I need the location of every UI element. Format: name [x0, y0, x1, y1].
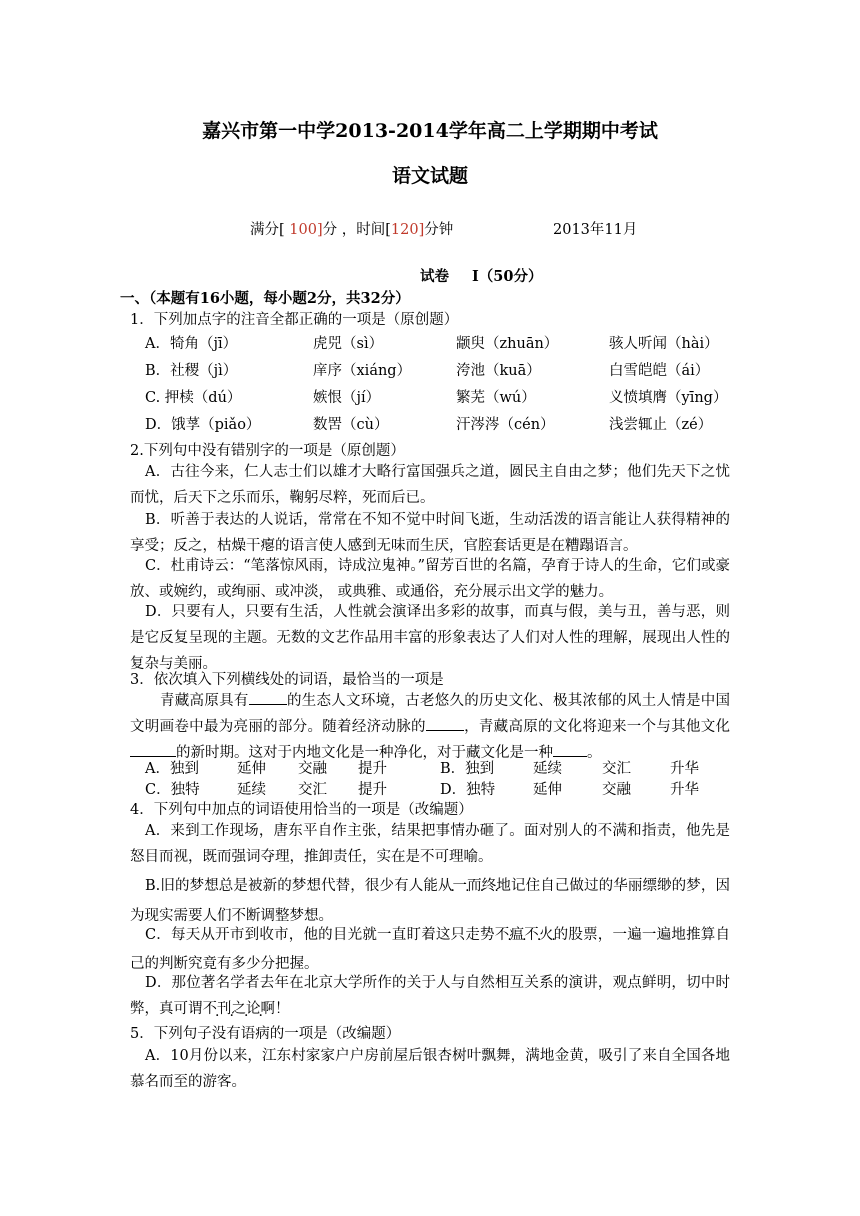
paper-part: I（50分）	[472, 268, 543, 285]
q4-b-dotted	[438, 878, 496, 894]
q4-stem: 4．下列句中加点的词语使用恰当的一项是（改编题）	[130, 802, 473, 818]
q1-stem: 1．下列加点字的注音全都正确的一项是（原创题）	[130, 312, 459, 328]
q3-opt-b-1: B．独到	[440, 761, 495, 777]
q2-option-c: C．杜甫诗云：“笔落惊风雨，诗成泣鬼神。”留芳百世的名篇，孕育于诗人的生命，它们或豪放、或婉约，或绚丽、或冲淡， 或典雅、或通俗，充分展示出文学的魅力。	[130, 558, 730, 600]
q1-d-1: D．饿莩（piǎo）	[145, 417, 261, 433]
q4-d-dotted	[203, 1001, 261, 1017]
q3-passage	[130, 688, 730, 766]
q1-b-1: B．社稷（jì）	[145, 363, 238, 379]
q3-opt-b-3: 交汇	[602, 761, 631, 777]
dotted-char: 论	[246, 1001, 261, 1017]
q5-option-a: A．10月份以来，江东村家家户户房前屋后银杏树叶飘舞，满地金黄，吸引了来自全国各地慕名而至的游客。	[130, 1048, 730, 1090]
q1-c-2: 嫉恨（jí）	[313, 390, 381, 406]
q3-opt-d-1: D．独特	[440, 782, 496, 798]
q1-a-2: 虎兕（sì）	[313, 336, 384, 352]
q1-a-1: A．犄角（jī）	[145, 336, 238, 352]
q3-opt-c-4: 提升	[358, 782, 387, 798]
q1-c-4: 义愤填膺（yīng）	[609, 390, 728, 406]
q1-d-4: 浅尝辄止（zé）	[609, 417, 713, 433]
q3-p5: 。	[587, 745, 602, 761]
dotted-char: 火	[538, 927, 554, 943]
score-prefix: 满分[	[250, 222, 285, 238]
q1-d-2: 数罟（cù）	[313, 417, 389, 433]
q4-option-d	[130, 970, 730, 1022]
q4-c-dotted	[495, 927, 554, 943]
q3-blank-4	[553, 742, 587, 757]
q3-stem: 3．依次填入下列横线处的词语，最恰当的一项是	[130, 672, 444, 688]
time-suffix: 分钟	[424, 222, 454, 238]
q3-opt-c-1: C．独特	[145, 782, 200, 798]
dotted-char: 而	[467, 878, 482, 894]
q1-c-1: C. 押椟（dú）	[145, 390, 242, 406]
q3-opt-b-4: 升华	[670, 761, 699, 777]
q1-d-3: 汗涔涔（cén）	[456, 417, 555, 433]
q5-stem: 5．下列句子没有语病的一项是（改编题）	[130, 1026, 401, 1042]
score-mid: 分 ，时间[	[322, 222, 391, 238]
q2-option-b: B．听善于表达的人说话，常常在不知不觉中时间飞逝，生动活泼的语言能让人获得精神的享受；反之，枯燥干瘪的语言使人感到无味而生厌，官腔套话更是在糟蹋语言。	[130, 512, 730, 554]
dotted-char: 不	[494, 927, 510, 943]
q3-p2: 的生态人文环境，古老悠久的历史文化、极其浓郁的风土人情是中国文明画卷中最为亮丽的部分。随着经济动脉的	[130, 693, 731, 735]
q2-stem: 2.下列句中没有错别字的一项是（原创题）	[130, 443, 405, 459]
dotted-char: 瘟	[509, 927, 525, 943]
q3-opt-d-3: 交融	[602, 782, 631, 798]
q3-p4: 的新时期。这对于内地文化是一种净化，对于藏文化是一种	[176, 745, 553, 761]
q3-opt-a-2: 延伸	[237, 761, 266, 777]
dotted-char: 从	[437, 878, 453, 894]
q3-opt-a-3: 交融	[298, 761, 327, 777]
q3-p1: 青藏高原具有	[160, 693, 249, 709]
score-time-line	[250, 220, 453, 240]
paper-label: 试卷	[420, 268, 449, 285]
q4-b-text-1: B.旧的梦想总是被新的梦想代替，很少有人能	[145, 878, 438, 894]
q1-a-3: 颛臾（zhuān）	[456, 336, 559, 352]
dotted-char: 一	[452, 878, 468, 894]
q2-option-a: A．古往今来，仁人志士们以雄才大略行富国强兵之道，圆民主自由之梦；他们先天下之忧而忧，后天下之乐而乐，鞠躬尽粹，死而后已。	[130, 464, 730, 506]
q1-b-4: 白雪皑皑（ái）	[609, 363, 710, 379]
section-heading: 一、（本题有16小题，每小题2分，共32分）	[120, 290, 410, 307]
q4-option-a: A．来到工作现场，唐东平自作主张，结果把事情办砸了。面对别人的不满和指责，他先是怒目而视，既而强词夺理，推卸责任，实在是不可理喻。	[130, 823, 730, 865]
exam-date: 2013年11月	[553, 222, 638, 238]
q4-d-text-1: D．那位著名学者去年在北京大学所作的关于人与自然相互关系的演讲，观点鲜明，切中时弊，真可谓	[130, 975, 730, 1017]
q1-b-3: 洿池（kuā）	[456, 363, 541, 379]
q3-blank-2	[426, 716, 464, 731]
dotted-char: 终	[481, 878, 497, 894]
q4-d-text-2: 啊！	[260, 1001, 290, 1017]
q3-opt-b-2: 延续	[533, 761, 562, 777]
score-value: 100]	[284, 222, 323, 238]
dotted-char: 不	[202, 1001, 217, 1017]
q3-p3: ，青藏高原的文化将迎来一个与其他文化	[463, 719, 731, 735]
time-value: 120]	[390, 222, 425, 238]
q3-opt-a-4: 提升	[358, 761, 387, 777]
q3-blank-1	[249, 690, 287, 705]
q3-blank-3	[130, 742, 176, 757]
q3-opt-c-2: 延续	[237, 782, 266, 798]
q4-c-text-2: 的股票，一遍一遍地推算自己的判断究竟有多少分把握。	[130, 927, 731, 972]
q3-opt-d-4: 升华	[670, 782, 699, 798]
exam-title: 嘉兴市第一中学2013-2014学年高二上学期期中考试	[202, 120, 658, 142]
q3-opt-c-3: 交汇	[298, 782, 327, 798]
q4-c-text-1: C．每天从开市到收市，他的目光就一直盯着这只走势	[145, 927, 495, 943]
q1-c-3: 繁芜（wú）	[456, 390, 536, 406]
q1-a-4: 骇人听闻（hài）	[609, 336, 719, 352]
q3-opt-a-1: A．独到	[145, 761, 199, 777]
dotted-char: 不	[524, 927, 539, 943]
dotted-char: 之	[231, 1001, 246, 1017]
dotted-char: 刊	[217, 1001, 232, 1017]
q3-opt-d-2: 延伸	[533, 782, 562, 798]
q4-b-text-2: 地记住自己做过的华丽缥缈的梦，因为现实需要人们不断调整梦想。	[130, 878, 731, 924]
exam-subtitle: 语文试题	[391, 165, 468, 187]
q1-b-2: 庠序（xiáng）	[313, 363, 412, 379]
q2-option-d: D．只要有人，只要有生活，人性就会演译出多彩的故事，而真与假，美与丑，善与恶，则是它反复呈现的主题。无数的文艺作品用丰富的形象表达了人们对人性的理解，展现出人性的复杂与美丽。	[130, 604, 730, 672]
